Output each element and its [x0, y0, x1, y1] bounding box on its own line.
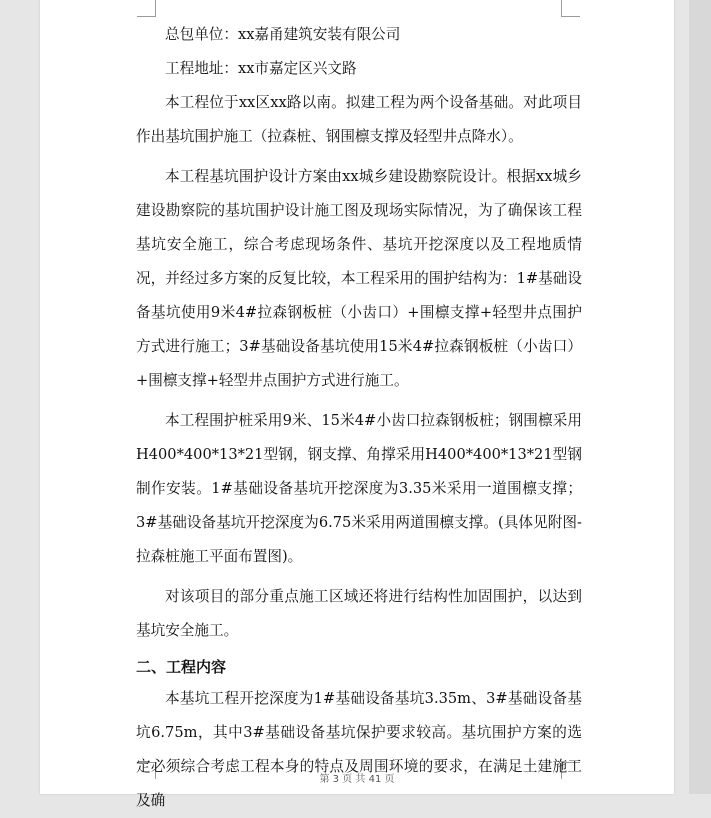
page-body	[136, 18, 582, 818]
paragraph: 本工程围护桩采用9米、15米4#小齿口拉森钢板桩；钢围檩采用H400*400*13*21型钢，钢支撑、角撑采用H400*400*13*21型钢制作安装。1#基础设备基坑开挖深度为3.35米采用一道围檩支撑；3#基础设备基坑开挖深度为6.75米采用两道围檩支撑。(具体见附图-拉森桩施工平面布置图)。	[136, 412, 582, 565]
contractor-line: 总包单位：xx嘉甬建筑安装有限公司	[165, 26, 401, 43]
document-page	[40, 0, 674, 809]
address-line: 工程地址：xx市嘉定区兴文路	[165, 60, 357, 77]
section-heading: 二、工程内容	[136, 658, 227, 676]
paragraph: 对该项目的部分重点施工区域还将进行结构性加固围护，以达到基坑安全施工。	[136, 588, 582, 639]
paragraph: 本工程基坑围护设计方案由xx城乡建设勘察院设计。根据xx城乡建设勘察院的基坑围护设计施工图及现场实际情况，为了确保该工程基坑安全施工，综合考虑现场条件、基坑开挖深度以及工程地质情况，并经过多方案的反复比较，本工程采用的围护结构为：1#基础设备基坑使用9米4#拉森钢板桩（小齿口）+围檩支撑+轻型井点围护方式进行施工；3#基础设备基坑使用15米4#拉森钢板桩（小齿口）+围檩支撑+轻型井点围护方式进行施工。	[136, 168, 582, 389]
page-corner-mark	[561, 0, 580, 17]
scrollbar-track[interactable]	[689, 0, 711, 794]
page-corner-mark	[137, 0, 156, 17]
paragraph: 本工程位于xx区xx路以南。拟建工程为两个设备基础。对此项目作出基坑围护施工（拉森桩、钢围檩支撑及轻型井点降水）。	[136, 94, 582, 145]
paragraph: 本基坑工程开挖深度为1#基础设备基坑3.35m、3#基础设备基坑6.75m，其中3#基础设备基坑保护要求较高。基坑围护方案的选定必须综合考虑工程本身的特点及周围环境的要求，在满足土建施工及确	[136, 690, 582, 809]
page-number-footer: 第 3 页 共 41 页	[319, 774, 395, 785]
